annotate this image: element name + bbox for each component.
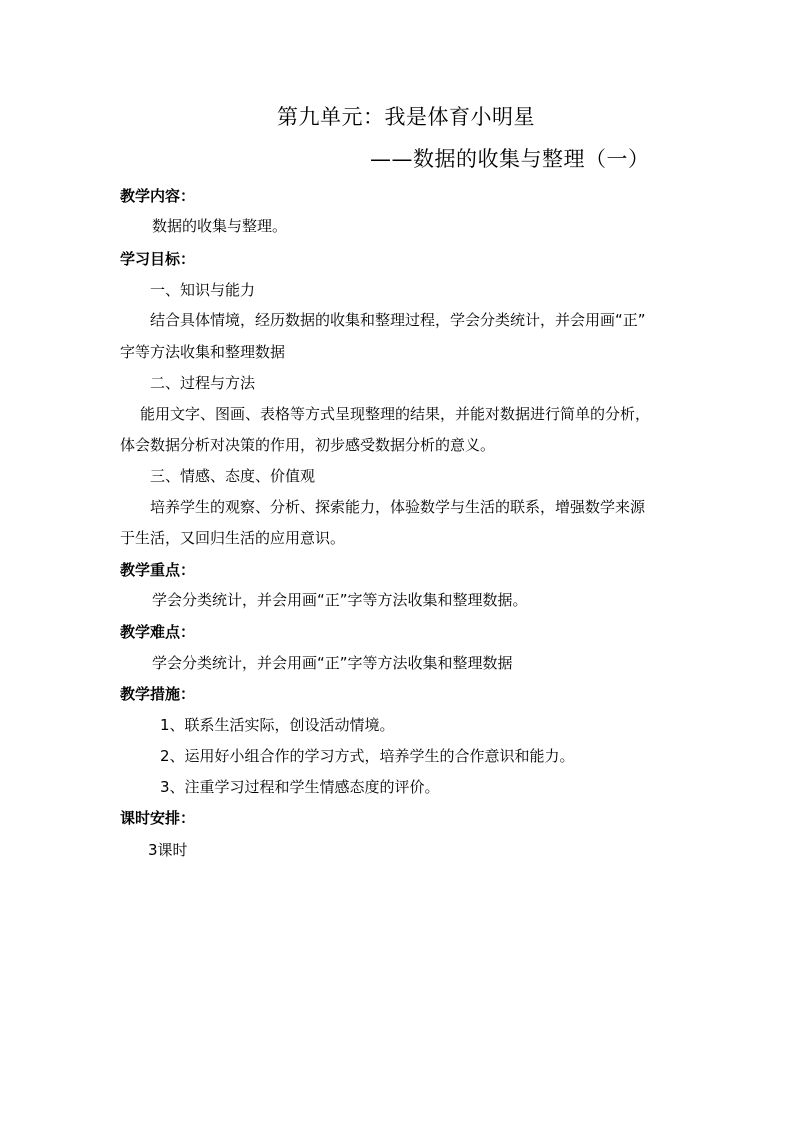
key-points-text: 学会分类统计，并会用画“正”字等方法收集和整理数据。 [152, 591, 528, 609]
measure-item-3: 3、注重学习过程和学生情感态度的评价。 [160, 778, 440, 796]
schedule-heading: 课时安排： [120, 809, 196, 827]
measures-heading: 教学措施： [120, 685, 196, 703]
teaching-content-text: 数据的收集与整理。 [152, 217, 288, 235]
document-subtitle: ——数据的收集与整理（一） [370, 147, 650, 171]
measure-item-1: 1、联系生活实际，创设活动情境。 [160, 716, 395, 734]
goal3-line2: 于生活，又回归生活的应用意识。 [120, 529, 346, 547]
goal2-heading: 二、过程与方法 [150, 374, 256, 392]
goal1-line2: 字等方法收集和整理数据 [120, 343, 286, 361]
learning-goals-heading: 学习目标： [120, 250, 196, 268]
schedule-text: 3课时 [148, 841, 188, 859]
goal1-line1: 结合具体情境，经历数据的收集和整理过程，学会分类统计，并会用画“正” [150, 311, 646, 329]
teaching-content-heading: 教学内容： [120, 187, 196, 205]
goal2-line2: 体会数据分析对决策的作用，初步感受数据分析的意义。 [120, 436, 496, 454]
goal2-line1: 能用文字、图画、表格等方式呈现整理的结果，并能对数据进行简单的分析， [140, 405, 651, 423]
measure-item-2: 2、运用好小组合作的学习方式，培养学生的合作意识和能力。 [160, 747, 575, 765]
difficult-points-heading: 教学难点： [120, 623, 196, 641]
document-title: 第九单元：我是体育小明星 [277, 105, 535, 129]
key-points-heading: 教学重点： [120, 561, 196, 579]
difficult-points-text: 学会分类统计，并会用画“正”字等方法收集和整理数据 [152, 654, 513, 672]
goal3-line1: 培养学生的观察、分析、探索能力，体验数学与生活的联系，增强数学来源 [150, 498, 646, 516]
goal3-heading: 三、情感、态度、价值观 [150, 467, 316, 485]
goal1-heading: 一、知识与能力 [150, 281, 256, 299]
